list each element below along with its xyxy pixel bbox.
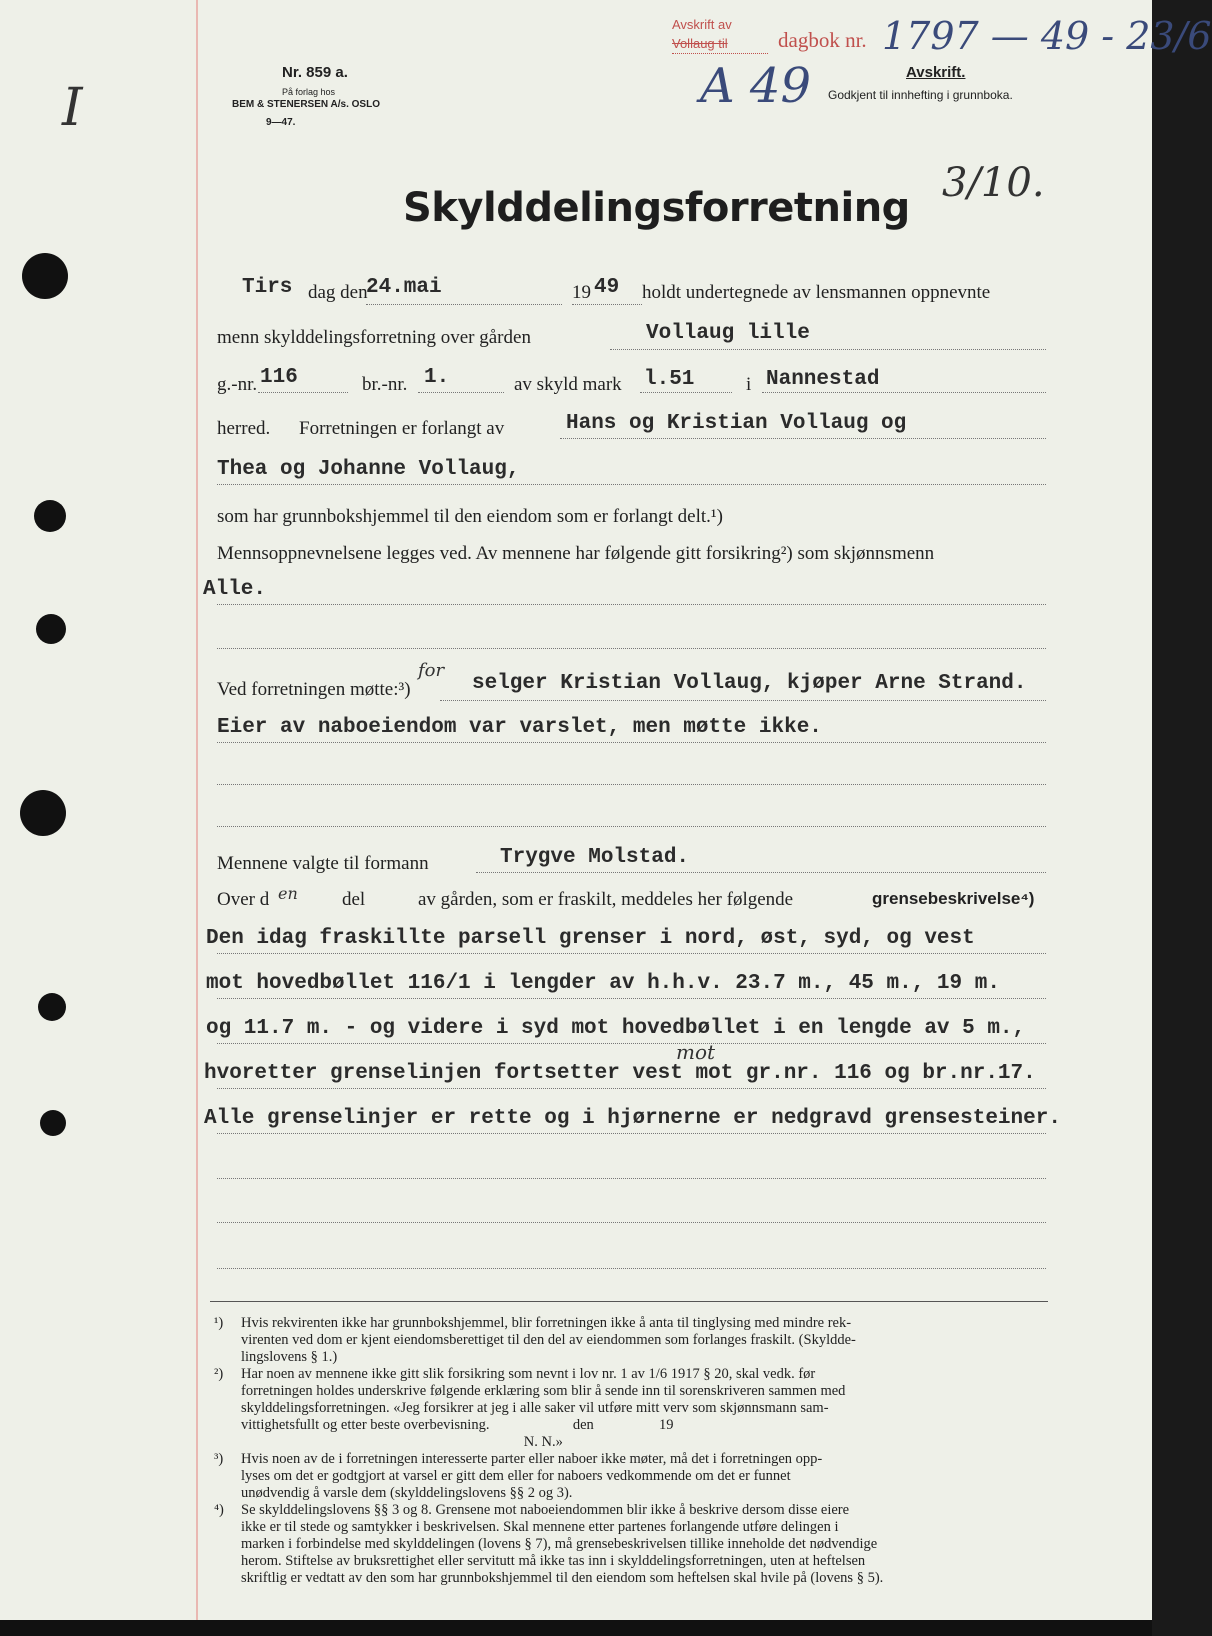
dag-den-label: dag den — [308, 282, 368, 303]
footnote-4-line: Se skylddelingslovens §§ 3 og 8. Grensene mot naboeiendommen blir ikke å beskrive dersom disse eiere — [241, 1502, 850, 1518]
binder-hole — [40, 1110, 66, 1136]
printer-line-1: På forlag hos — [282, 87, 336, 97]
boundary-dotted-line-1 — [217, 953, 1046, 954]
footnote-2-line: skylddelingsforretningen. «Jeg forsikrer at jeg i alle saker vil utføre mitt verv som skjønnsmann sam- — [241, 1400, 829, 1416]
boundary-line-2: mot hovedbøllet 116/1 i lengder av h.h.v. 23.7 m., 45 m., 19 m. — [206, 972, 1000, 995]
stamp-line-1: Avskrift av — [672, 17, 732, 32]
year-prefix: 19 — [572, 282, 591, 303]
boundary-dotted-line-5 — [217, 1133, 1046, 1134]
avskrift-label: Avskrift. — [906, 64, 966, 81]
formann-dotted-line — [476, 872, 1046, 873]
printer-line-2: BEM & STENERSEN A/s. OSLO — [232, 99, 380, 110]
forlangt-text: Forretningen er forlangt av — [299, 418, 505, 439]
municipality-value: Nannestad — [766, 368, 880, 391]
requested-by-line-2: Thea og Johanne Vollaug, — [217, 458, 520, 481]
gnr-dotted-line — [258, 392, 348, 393]
roman-numeral: I — [62, 78, 83, 138]
municipality-dotted-line — [762, 392, 1046, 393]
binder-hole — [20, 790, 66, 836]
attendees-line-2: Eier av naboeiendom var varslet, men møtte ikke. — [217, 716, 822, 739]
footnote-1-line: virenten ved dom er kjent eiendomsberettiget til den del av eiendommen som forlanges fraskilt. (Skyldde- — [241, 1332, 856, 1348]
garden-text: av gården, som er fraskilt, meddeles her følgende — [418, 889, 794, 910]
attendees-dotted-line-2 — [217, 742, 1046, 743]
skyld-dotted-line — [640, 392, 732, 393]
scan-bottom-edge — [0, 1620, 1152, 1636]
form-number: Nr. 859 a. — [282, 64, 348, 81]
footnote-4-line: skriftlig er vedtatt av den som har grunnbokshjemmel til den eiendom som heftelsen skal hvile på (lovens § 5). — [241, 1570, 884, 1586]
skjonnsmenn-dotted-line-2 — [217, 648, 1046, 649]
footnote-2-mark: ²) — [214, 1366, 224, 1382]
boundary-line-5: Alle grenselinjer er rette og i hjørnerne er nedgravd grensesteiner. — [204, 1107, 1061, 1130]
footnote-3-line: Hvis noen av de i forretningen interesserte parter eller naboer ikke møter, må det i forretningen opp- — [241, 1451, 823, 1467]
document-title: Skylddelingsforretning — [403, 185, 910, 231]
boundary-handwritten-insert: mot — [676, 1040, 716, 1064]
approved-text: Godkjent til innhefting i grunnboka. — [828, 88, 1013, 102]
over-label: Over d — [217, 889, 270, 910]
boundary-line-4: hvoretter grenselinjen fortsetter vest mot gr.nr. 116 og br.nr.17. — [204, 1062, 1036, 1085]
grunnbok-text: som har grunnbokshjemmel til den eiendom som er forlangt delt.¹) — [217, 506, 723, 527]
i-label: i — [746, 374, 752, 395]
skjonnsmenn-value: Alle. — [203, 578, 267, 601]
formann-label: Mennene valgte til formann — [217, 853, 429, 874]
brnr-dotted-line — [418, 392, 504, 393]
boundary-line-3: og 11.7 m. - og videre i syd mot hovedbøllet i en lengde av 5 m., — [206, 1017, 1026, 1040]
skyld-value: l.51 — [644, 368, 695, 391]
footnote-2-line: forretningen holdes underskrive følgende erklæring som blir å sende inn til sorenskriveren sammen med — [241, 1383, 846, 1399]
footnote-separator — [210, 1301, 1048, 1302]
printer-line-3: 9—47. — [266, 117, 296, 128]
footnote-4-mark: ⁴) — [214, 1502, 224, 1518]
year-value: 49 — [594, 276, 620, 299]
boundary-dotted-line-6 — [217, 1178, 1046, 1179]
footnote-1-line: lingslovens § 1.) — [241, 1349, 338, 1365]
skjonnsmenn-dotted-line-1 — [217, 604, 1046, 605]
footnote-1-mark: ¹) — [214, 1315, 224, 1331]
footnote-2-line: vittighetsfullt og etter beste overbevisning. den 19 — [241, 1417, 674, 1433]
farm-dotted-line — [610, 349, 1046, 350]
held-text: holdt undertegnede av lensmannen oppnevnte — [642, 282, 991, 303]
footnote-2-line: N. N.» — [241, 1434, 563, 1450]
formann-value: Trygve Molstad. — [500, 846, 690, 869]
binder-hole — [22, 253, 68, 299]
footnote-2-line: Har noen av mennene ikke gitt slik forsikring som nevnt i lov nr. 1 av 1/6 1917 § 20, skal vedk. før — [241, 1366, 816, 1382]
footnote-3-mark: ³) — [214, 1451, 224, 1467]
gnr-label: g.-nr. — [217, 374, 258, 395]
footnote-1-line: Hvis rekvirenten ikke har grunnbokshjemmel, blir forretningen ikke å anta til tinglysing med mindre rek- — [241, 1315, 852, 1331]
binder-hole — [34, 500, 66, 532]
motte-label: Ved forretningen møtte:³) — [217, 679, 411, 700]
dagbok-label: dagbok nr. — [778, 28, 867, 52]
menn-text: menn skylddelingsforretning over gården — [217, 327, 531, 348]
archive-reference: A 49 — [700, 58, 811, 114]
footnote-4-line: marken i forbindelse med skylddelingen (lovens § 7), må grensebeskrivelsen tillike inneholde det nødvendige — [241, 1536, 878, 1552]
attendees-line-1: selger Kristian Vollaug, kjøper Arne Strand. — [472, 672, 1027, 695]
brnr-label: br.-nr. — [362, 374, 408, 395]
requested-by-line-1: Hans og Kristian Vollaug og — [566, 412, 907, 435]
date-dotted-line — [366, 304, 562, 305]
skyld-label: av skyld mark — [514, 374, 622, 395]
day-value: Tirs — [242, 276, 293, 299]
requested-dotted-line-1 — [560, 438, 1046, 439]
binder-hole — [38, 993, 66, 1021]
stamp-line-2: Vollaug til — [672, 36, 728, 51]
boundary-dotted-line-3 — [217, 1043, 1046, 1044]
brnr-value: 1. — [424, 366, 450, 389]
boundary-dotted-line-2 — [217, 998, 1046, 999]
footnote-3-line: lyses om det er godtgjort at varsel er gitt dem eller for naboers vedkommende om det er funnet — [241, 1468, 791, 1484]
red-margin-line — [196, 0, 198, 1636]
boundary-dotted-line-8 — [217, 1268, 1046, 1269]
date-value: 24.mai — [366, 276, 442, 299]
herred-text: herred. — [217, 418, 271, 439]
del-label: del — [342, 889, 366, 910]
farm-name-value: Vollaug lille — [646, 322, 810, 345]
over-handwritten: en — [278, 884, 298, 903]
attendees-dotted-line-3 — [217, 784, 1046, 785]
requested-dotted-line-2 — [217, 484, 1046, 485]
grensebeskrivelse-label: grensebeskrivelse⁴) — [872, 889, 1035, 908]
motte-handwritten: for — [418, 660, 445, 681]
footnote-4-line: ikke er til stede og samtykker i beskrivelsen. Skal mennene etter partenes forlangende utføre delingen i — [241, 1519, 839, 1535]
mennsoppnevnelse-text: Mennsoppnevnelsene legges ved. Av mennene har følgende gitt forsikring²) som skjønnsmenn — [217, 543, 935, 564]
boundary-line-1: Den idag fraskillte parsell grenser i nord, øst, syd, og vest — [206, 927, 975, 950]
attendees-dotted-line-4 — [217, 826, 1046, 827]
boundary-dotted-line-4 — [217, 1088, 1046, 1089]
dagbok-number: 1797 — 49 - 23/6 — [882, 14, 1212, 58]
footnote-4-line: herom. Stiftelse av bruksrettighet eller servitutt må ikke tas inn i skylddelingsforretningen, uten at heftelsen — [241, 1553, 866, 1569]
stamp-dots — [672, 53, 768, 54]
attendees-dotted-line-1 — [440, 700, 1046, 701]
footnote-3-line: unødvendig å varsle dem (skylddelingslovens §§ 2 og 3). — [241, 1485, 573, 1501]
boundary-dotted-line-7 — [217, 1222, 1046, 1223]
corner-handwritten-mark: 3/10. — [942, 160, 1045, 206]
year-dotted-line — [572, 304, 642, 305]
gnr-value: 116 — [260, 366, 298, 389]
binder-hole — [36, 614, 66, 644]
